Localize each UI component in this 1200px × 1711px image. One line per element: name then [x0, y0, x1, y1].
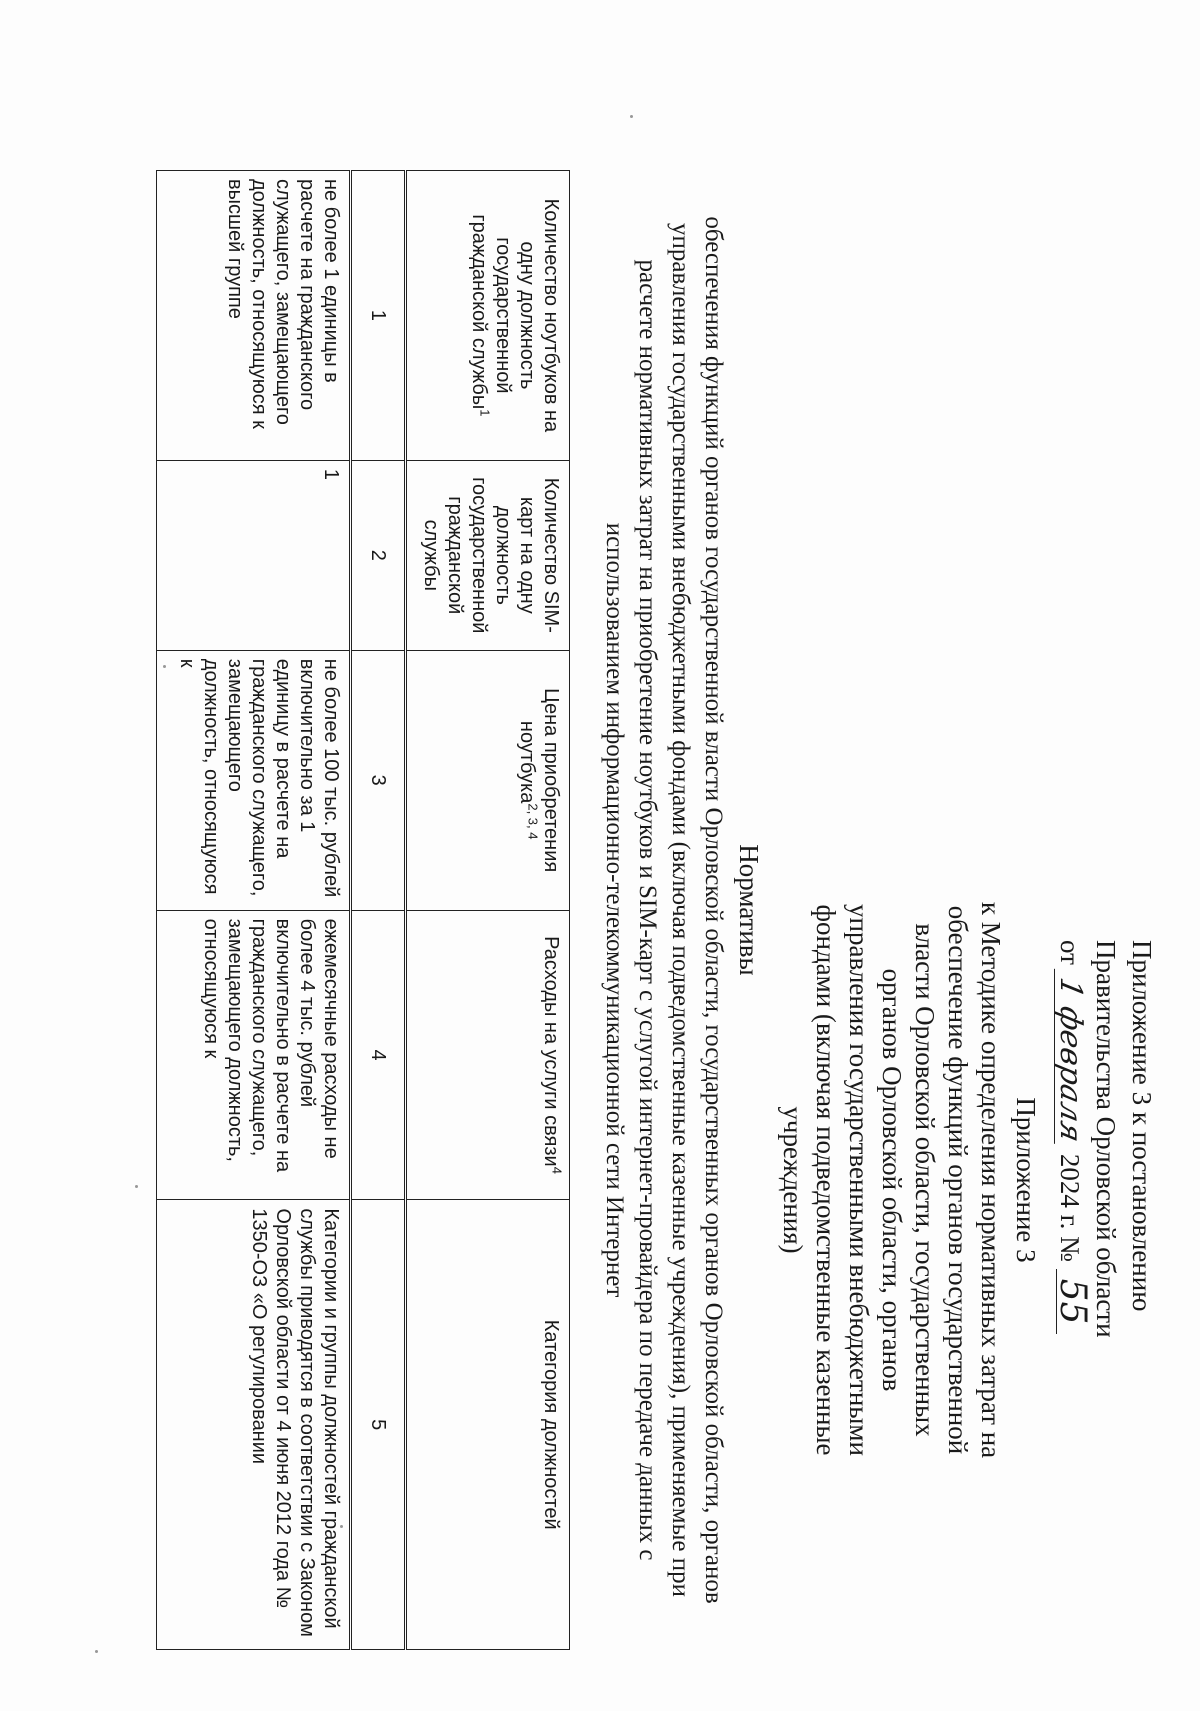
column-number: 4 — [351, 910, 406, 1200]
from-label: от — [1055, 940, 1085, 965]
table-cell: не более 100 тыс. рублей включительно за 1 единицу в расчете на гражданского служащего, замещающего должность, относящуюся к — [157, 650, 351, 910]
table-header-row — [406, 171, 570, 1650]
table-cell: ежемесячные расходы не более 4 тыс. рублей включительно в расчете на гражданского служащего, замещающего должность, относящуюся к — [157, 910, 351, 1200]
handwritten-date: 1 февраля — [1054, 968, 1085, 1150]
header-cell: Количество ноутбуков на одну должность государственной гражданской службы$^1$ — [406, 171, 570, 461]
norms-subtitle: обеспечения функций органов государственной власти Орловской области, государственных органов Орловской области, органов управления государственными внебюджетными фондами (включая подведомственные казенные учреждения), применяемые при расчете нормативных затрат на приобретение ноутбуков и SIM-карт с услугой интернет-провайдера по передаче данных с использованием информационно-телекоммуникационной сети Интернет — [601, 216, 727, 1604]
handwritten-number: 55 — [1056, 1269, 1087, 1335]
methodic-body: к Методике определения нормативных затрат на обеспечение функций органов государственной власти Орловской области, государственных органов Орловской области, органов управления государственными внебюджетными фондами (включая подведомственные казенные учреждения) — [778, 901, 1006, 1459]
norms-table — [156, 170, 570, 1650]
column-number: 2 — [351, 460, 406, 650]
table-row — [157, 171, 351, 1650]
appendix-line-1: Приложение 3 к постановлению — [1127, 940, 1157, 1312]
column-number: 5 — [351, 1200, 406, 1650]
table-cell: не более 1 единицы в расчете на гражданского служащего, замещающего должность, относящуюся к высшей группе — [157, 171, 351, 461]
column-number: 3 — [351, 650, 406, 910]
table-cell: 1 — [157, 460, 351, 650]
header-cell: Цена приобретения ноутбука$^{2, 3, 4}$ — [406, 650, 570, 910]
landscape-content — [40, 110, 1160, 1710]
header-cell: Категория должностей — [406, 1200, 570, 1650]
methodic-title: Приложение 3 — [1011, 1097, 1041, 1263]
header-cell: Количество SIM-карт на одну должность государственной гражданской службы — [406, 460, 570, 650]
appendix-date-line — [1052, 940, 1093, 1460]
table-cell: Категории и группы должностей гражданской службы приводятся в соответствии с Законом Орловской области от 4 июня 2012 года № 1350-ОЗ «О регулировании — [157, 1200, 351, 1650]
column-number: 1 — [351, 171, 406, 461]
year-label: 2024 г. № — [1055, 1153, 1085, 1262]
appendix-line-2: Правительства Орловской области — [1091, 940, 1121, 1338]
column-number-row — [351, 171, 406, 1650]
appendix-header — [1052, 940, 1160, 1460]
header-cell: Расходы на услуги связи$^4$ — [406, 910, 570, 1200]
methodic-block — [776, 900, 1042, 1460]
norms-title: Нормативы — [734, 844, 764, 976]
